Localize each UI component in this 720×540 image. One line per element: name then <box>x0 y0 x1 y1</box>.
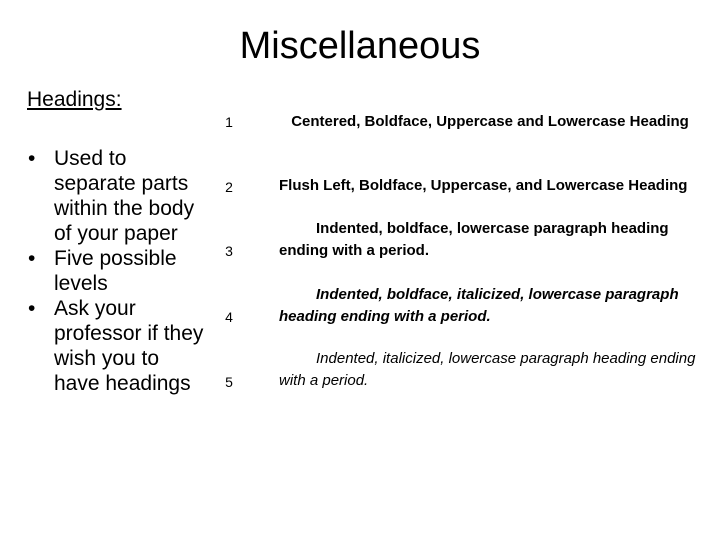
level-4-example: Indented, boldface, italicized, lowercase paragraph heading ending with a period. <box>279 286 679 325</box>
headings-label: Headings: <box>27 88 122 111</box>
level-1-example: Centered, Boldface, Uppercase and Lowercase Heading <box>291 113 689 130</box>
level-number-5: 5 <box>225 374 233 390</box>
level-number-3: 3 <box>225 243 233 259</box>
bullet-list <box>28 146 208 396</box>
bullet-item: • Five possible levels <box>28 246 208 296</box>
level-number-4: 4 <box>225 309 233 325</box>
level-number-1: 1 <box>225 114 233 130</box>
level-2-example: Flush Left, Boldface, Uppercase, and Lowercase Heading <box>279 177 688 194</box>
level-5-example: Indented, italicized, lowercase paragraph heading ending with a period. <box>279 350 696 389</box>
bullet-item: • Used to separate parts within the body of your paper <box>28 146 208 246</box>
level-3-example: Indented, boldface, lowercase paragraph heading ending with a period. <box>279 220 669 259</box>
bullet-item: • Ask your professor if they wish you to have headings <box>28 296 208 396</box>
level-number-2: 2 <box>225 179 233 195</box>
slide-title: Miscellaneous <box>239 25 481 67</box>
